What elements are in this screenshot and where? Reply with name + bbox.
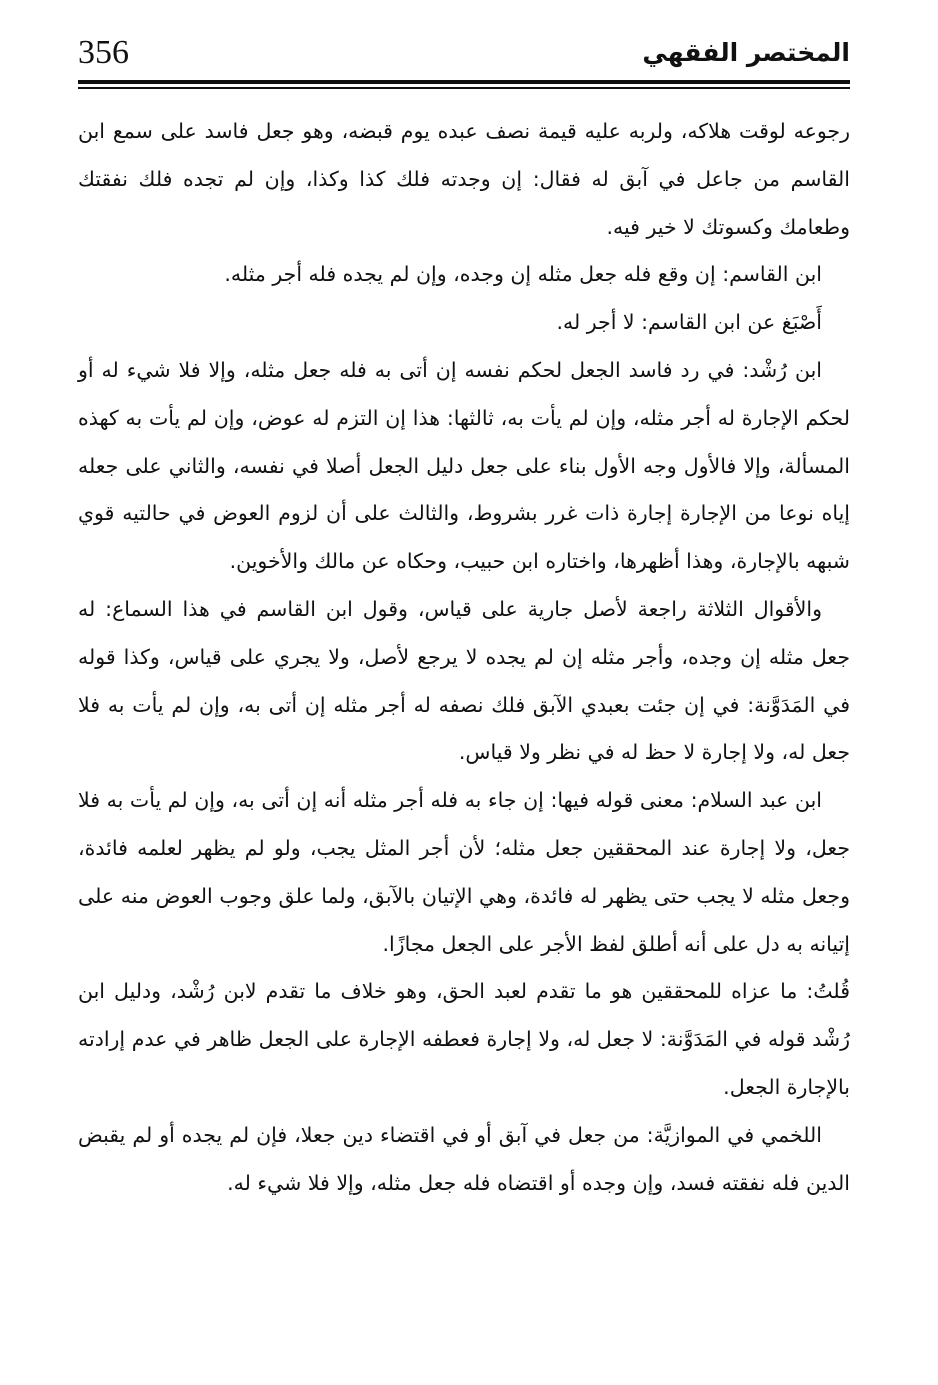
page-header <box>78 30 850 78</box>
paragraph-2: ابن القاسم: إن وقع فله جعل مثله إن وجده، وإن لم يجده فله أجر مثله. <box>224 262 822 287</box>
paragraph-5: والأقوال الثلاثة راجعة لأصل جارية على قياس، وقول ابن القاسم في هذا السماع: له جعل مثله إن وجده، وأجر مثله إن لم يجده لا يرجع لأصل، ولا يجري على قياس، وكذا قوله في المَدَوَّنة: في إن جئت بعبدي الآبق فلك نصفه له أجر مثله إن أتى به، وإن لم يأت به فلا جعل له، ولا إجارة لا حظ له في نظر ولا قياس. <box>78 596 850 765</box>
paragraph-7: قُلتُ: ما عزاه للمحققين هو ما تقدم لعبد الحق، وهو خلاف ما تقدم لابن رُشْد، ودليل ابن رُشْد قوله في المَدَوَّنة: لا جعل له، ولا إجارة فعطفه الإجارة على الجعل ظاهر في عدم إرادته بالإجارة الجعل. <box>78 979 850 1099</box>
header-rule-thick <box>78 80 850 84</box>
body-text <box>78 108 850 1207</box>
header-rule-thin <box>78 87 850 89</box>
book-title: المختصر الفقهي <box>642 38 850 67</box>
paragraph-6: ابن عبد السلام: معنى قوله فيها: إن جاء به فله أجر مثله أنه إن أتى به، وإن لم يأت به فلا جعل، ولا إجارة عند المحققين جعل مثله؛ لأن أجر المثل يجب، ولو لم يظهر لعلمه فائدة، وجعل مثله لا يجب حتى يظهر له فائدة، وهي الإتيان بالآبق، ولما علق وجوب العوض منه على إتيانه به دل على أنه أطلق لفظ الأجر على الجعل مجازًا. <box>78 788 850 956</box>
paragraph-8: اللخمي في الموازيَّة: من جعل في آبق أو في اقتضاء دين جعلا، فإن لم يجده أو لم يقبض الدين فله نفقته فسد، وإن وجده أو اقتضاه فله جعل مثله، وإلا فلا شيء له. <box>78 1122 850 1195</box>
page-number: 356 <box>78 34 129 71</box>
paragraph-4: ابن رُشْد: في رد فاسد الجعل لحكم نفسه إن أتى به فله جعل مثله، وإلا فلا شيء له أو لحكم الإجارة له أجر مثله، وإن لم يأت به، ثالثها: هذا إن التزم له عوض، وإن لم يأت به كهذه المسألة، وإلا فالأول وجه الأول بناء على جعل دليل الجعل أصلا في نفسه، والثاني على جعله إياه نوعا من الإجارة إجارة ذات غرر بشروط، والثالث على أن لزوم العوض في حالتيه قوي شبهه بالإجارة، وهذا أظهرها، واختاره ابن حبيب، وحكاه عن مالك والأخوين. <box>78 357 850 574</box>
paragraph-1: رجوعه لوقت هلاكه، ولربه عليه قيمة نصف عبده يوم قبضه، وهو جعل فاسد على سمع ابن القاسم من جاعل في آبق له فقال: إن وجدته فلك كذا وكذا، وإن لم تجده فلك نفقتك وطعامك وكسوتك لا خير فيه. <box>78 119 850 239</box>
paragraph-3: أَصْبَغ عن ابن القاسم: لا أجر له. <box>556 310 822 335</box>
